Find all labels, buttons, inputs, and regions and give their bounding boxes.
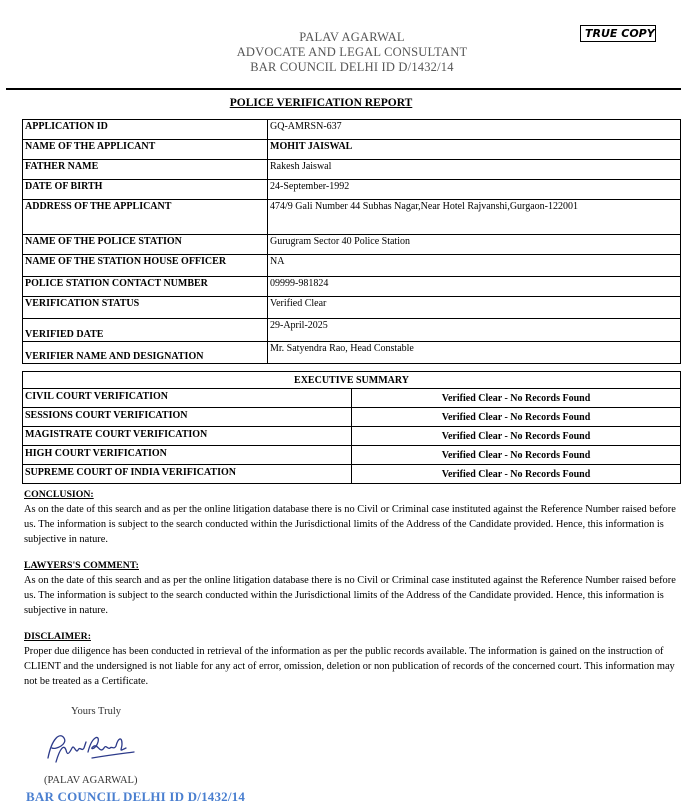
row-value: Rakesh Jaiswal [268, 160, 681, 180]
table-row [23, 465, 681, 484]
table-row [23, 446, 681, 465]
table-row [23, 277, 681, 297]
table-row [23, 427, 681, 446]
table-row [23, 389, 681, 408]
row-value: 09999-981824 [268, 277, 681, 297]
row-value: Verified Clear - No Records Found [352, 408, 681, 427]
signatory-name: (PALAV AGARWAL) [44, 775, 138, 786]
row-value: 474/9 Gali Number 44 Subhas Nagar,Near Hotel Rajvanshi,Gurgaon-122001 [268, 200, 681, 235]
true-copy-stamp: TRUE COPY [580, 25, 656, 42]
disclaimer-section [24, 629, 676, 689]
table-row [23, 235, 681, 255]
row-label: HIGH COURT VERIFICATION [23, 446, 352, 465]
table-row [23, 180, 681, 200]
row-label: POLICE STATION CONTACT NUMBER [23, 277, 268, 297]
comment-text: As on the date of this search and as per the online litigation database there is no Civil or Criminal case instituted against the Reference Number raised before us. The information is subject to the search conducted within the Jurisdictional limits of the Address of the Candidate provided. Hence, this information is subjective in nature. [24, 575, 676, 616]
table-row [23, 140, 681, 160]
handwritten-signature [42, 728, 142, 768]
header-divider [6, 88, 681, 90]
row-value: Mr. Satyendra Rao, Head Constable [268, 342, 681, 364]
comment-heading: LAWYERS'S COMMENT: [24, 560, 139, 571]
row-label: VERIFIER NAME AND DESIGNATION [23, 342, 268, 364]
row-value: GQ-AMRSN-637 [268, 120, 681, 140]
executive-summary-table [22, 371, 681, 484]
row-value: Verified Clear - No Records Found [352, 465, 681, 484]
row-value: MOHIT JAISWAL [268, 140, 681, 160]
row-label: NAME OF THE POLICE STATION [23, 235, 268, 255]
conclusion-heading: CONCLUSION: [24, 489, 94, 500]
row-label: APPLICATION ID [23, 120, 268, 140]
summary-header-row [23, 372, 681, 389]
details-table [22, 119, 681, 364]
bar-council-id: BAR COUNCIL DELHI ID D/1432/14 [250, 60, 454, 74]
row-value: Verified Clear - No Records Found [352, 446, 681, 465]
conclusion-section [24, 487, 676, 547]
table-row [23, 342, 681, 364]
disclaimer-text: Proper due diligence has been conducted in retrieval of the information as per the public records available. The information is gained on the instruction of CLIENT and the undersigned is not liable for any act of error, omission, deletion or non publication of records of the concerned court. This information may not be treated as a Certificate. [24, 646, 675, 687]
report-title: POLICE VERIFICATION REPORT [229, 97, 413, 109]
disclaimer-heading: DISCLAIMER: [24, 631, 91, 642]
signatory-bar-id: BAR COUNCIL DELHI ID D/1432/14 [26, 789, 246, 804]
row-label: VERIFICATION STATUS [23, 297, 268, 319]
table-row [23, 200, 681, 235]
advocate-title: ADVOCATE AND LEGAL CONSULTANT [236, 45, 468, 59]
row-label: SUPREME COURT OF INDIA VERIFICATION [23, 465, 352, 484]
conclusion-text: As on the date of this search and as per the online litigation database there is no Civil or Criminal case instituted against the Reference Number raised before us. The information is subject to the search conducted within the Jurisdictional limits of the Address of the Candidate provided. Hence, this information is subjective in nature. [24, 504, 676, 545]
row-value: Verified Clear [268, 297, 681, 319]
table-row [23, 255, 681, 277]
row-label: NAME OF THE APPLICANT [23, 140, 268, 160]
row-label: MAGISTRATE COURT VERIFICATION [23, 427, 352, 446]
row-label: NAME OF THE STATION HOUSE OFFICER [23, 255, 268, 277]
summary-title: EXECUTIVE SUMMARY [23, 372, 681, 389]
advocate-name: PALAV AGARWAL [299, 30, 405, 44]
table-row [23, 120, 681, 140]
table-row [23, 408, 681, 427]
table-row [23, 297, 681, 319]
row-label: ADDRESS OF THE APPLICANT [23, 200, 268, 235]
table-row [23, 160, 681, 180]
table-row [23, 319, 681, 342]
row-label: VERIFIED DATE [23, 319, 268, 342]
row-value: Verified Clear - No Records Found [352, 389, 681, 408]
letterhead [200, 30, 504, 75]
row-value: Gurugram Sector 40 Police Station [268, 235, 681, 255]
row-value: Verified Clear - No Records Found [352, 427, 681, 446]
row-label: SESSIONS COURT VERIFICATION [23, 408, 352, 427]
row-label: CIVIL COURT VERIFICATION [23, 389, 352, 408]
row-label: FATHER NAME [23, 160, 268, 180]
row-value: NA [268, 255, 681, 277]
lawyers-comment-section [24, 558, 676, 618]
salutation: Yours Truly [71, 706, 122, 717]
row-value: 29-April-2025 [268, 319, 681, 342]
row-value: 24-September-1992 [268, 180, 681, 200]
row-label: DATE OF BIRTH [23, 180, 268, 200]
